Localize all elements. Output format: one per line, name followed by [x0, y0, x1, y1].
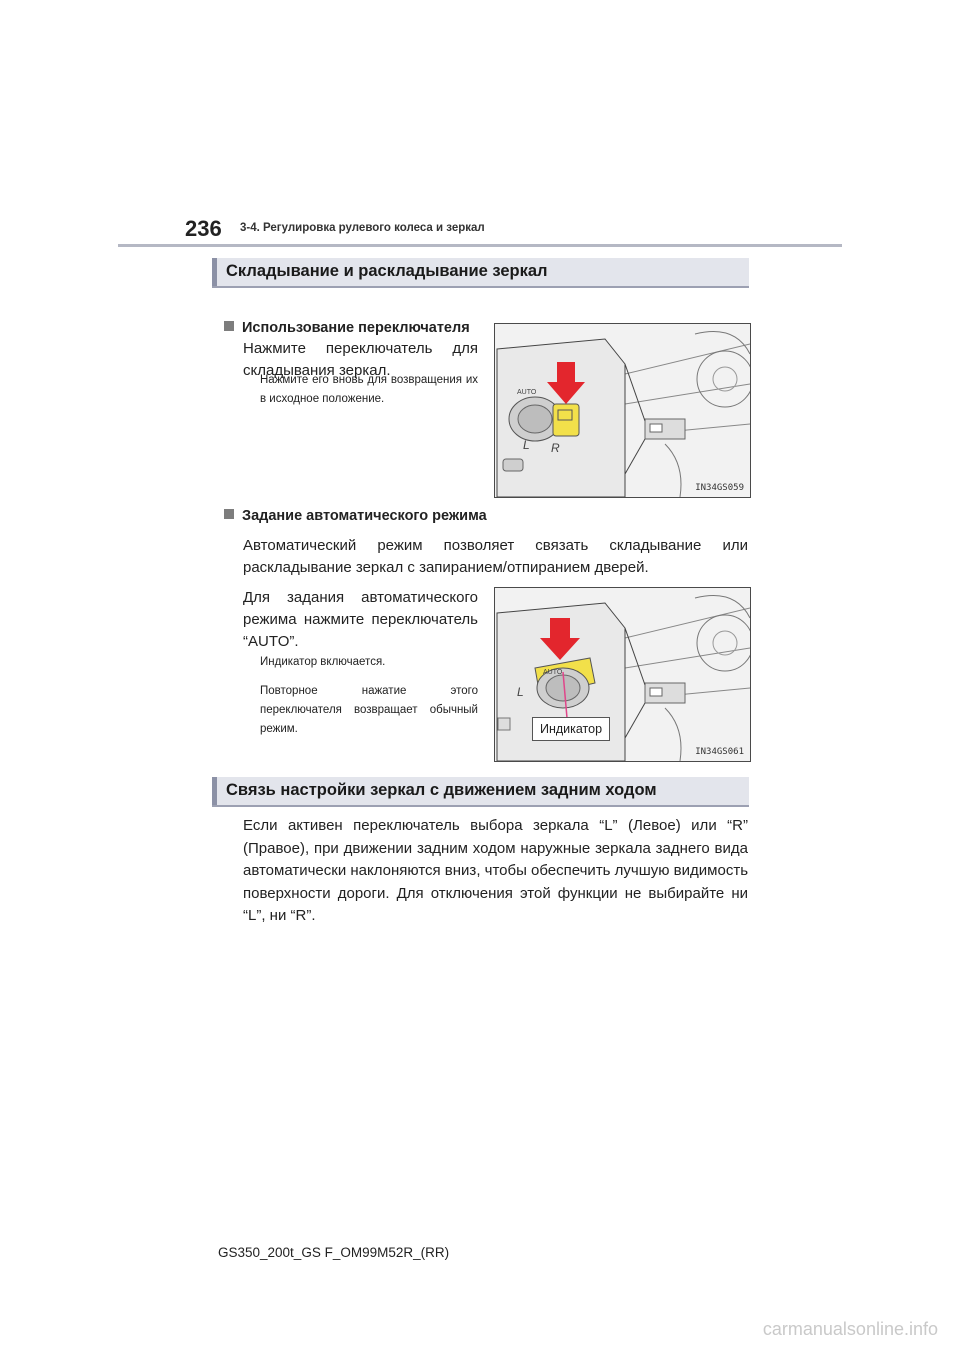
subheading-auto-mode	[224, 508, 487, 524]
usage-instruction: Нажмите переключатель для складывания зеркал.	[243, 340, 478, 379]
bullet-square-icon	[224, 509, 234, 519]
section-header-folding	[212, 258, 749, 288]
section-title: Складывание и раскладывание зеркал	[226, 262, 548, 280]
auto-mode-description: Автоматический режим позволяет связать складывание или раскладывание зеркал с запиранием/отпиранием дверей.	[243, 537, 748, 576]
page-number: 236	[185, 216, 222, 241]
subheading-text: Задание автоматического режима	[242, 508, 487, 524]
footer-model: GS350_200t_GS F_OM99M52R_(RR)	[218, 1245, 450, 1260]
subheading-usage	[224, 320, 470, 336]
left-label: L	[517, 685, 524, 699]
header-rule	[118, 244, 842, 247]
right-label: R	[551, 441, 560, 455]
reverse-description: Если активен переключатель выбора зеркала “L” (Левое) или “R” (Правое), при движении задним ходом наружные зеркала заднего вида автоматически наклоняются вниз, чтобы обеспечить лучшую видимость поверхности дороги. Для отключения этой функции не выбирайте ни “L”, ни “R”.	[243, 817, 749, 924]
fold-switch-illustration	[495, 324, 750, 497]
auto-mode-note-indicator: Индикатор включается.	[260, 656, 386, 668]
indicator-callout: Индикатор	[532, 717, 610, 741]
auto-mode-instruction: Для задания автоматического режима нажмите переключатель “AUTO”.	[243, 589, 478, 650]
auto-label: AUTO	[543, 669, 563, 676]
figure-code: IN34GS061	[695, 747, 744, 757]
left-label: L	[523, 438, 530, 452]
figure-code: IN34GS059	[695, 483, 744, 493]
watermark: carmanualsonline.info	[762, 1319, 938, 1339]
subheading-text: Использование переключателя	[242, 320, 470, 336]
auto-mode-note-return: Повторное нажатие этого переключателя возвращает обычный режим.	[260, 685, 478, 735]
chapter-title: 3-4. Регулировка рулевого колеса и зеркал	[240, 222, 485, 234]
section-accent	[212, 777, 217, 805]
section-header-reverse	[212, 777, 749, 807]
section-accent	[212, 258, 217, 286]
bullet-square-icon	[224, 321, 234, 331]
figure-fold-switch	[494, 323, 751, 498]
auto-label: AUTO	[517, 389, 537, 396]
usage-note: Нажмите его вновь для возвращения их в исходное положение.	[260, 374, 478, 405]
section-title: Связь настройки зеркал с движением задним ходом	[226, 781, 657, 799]
